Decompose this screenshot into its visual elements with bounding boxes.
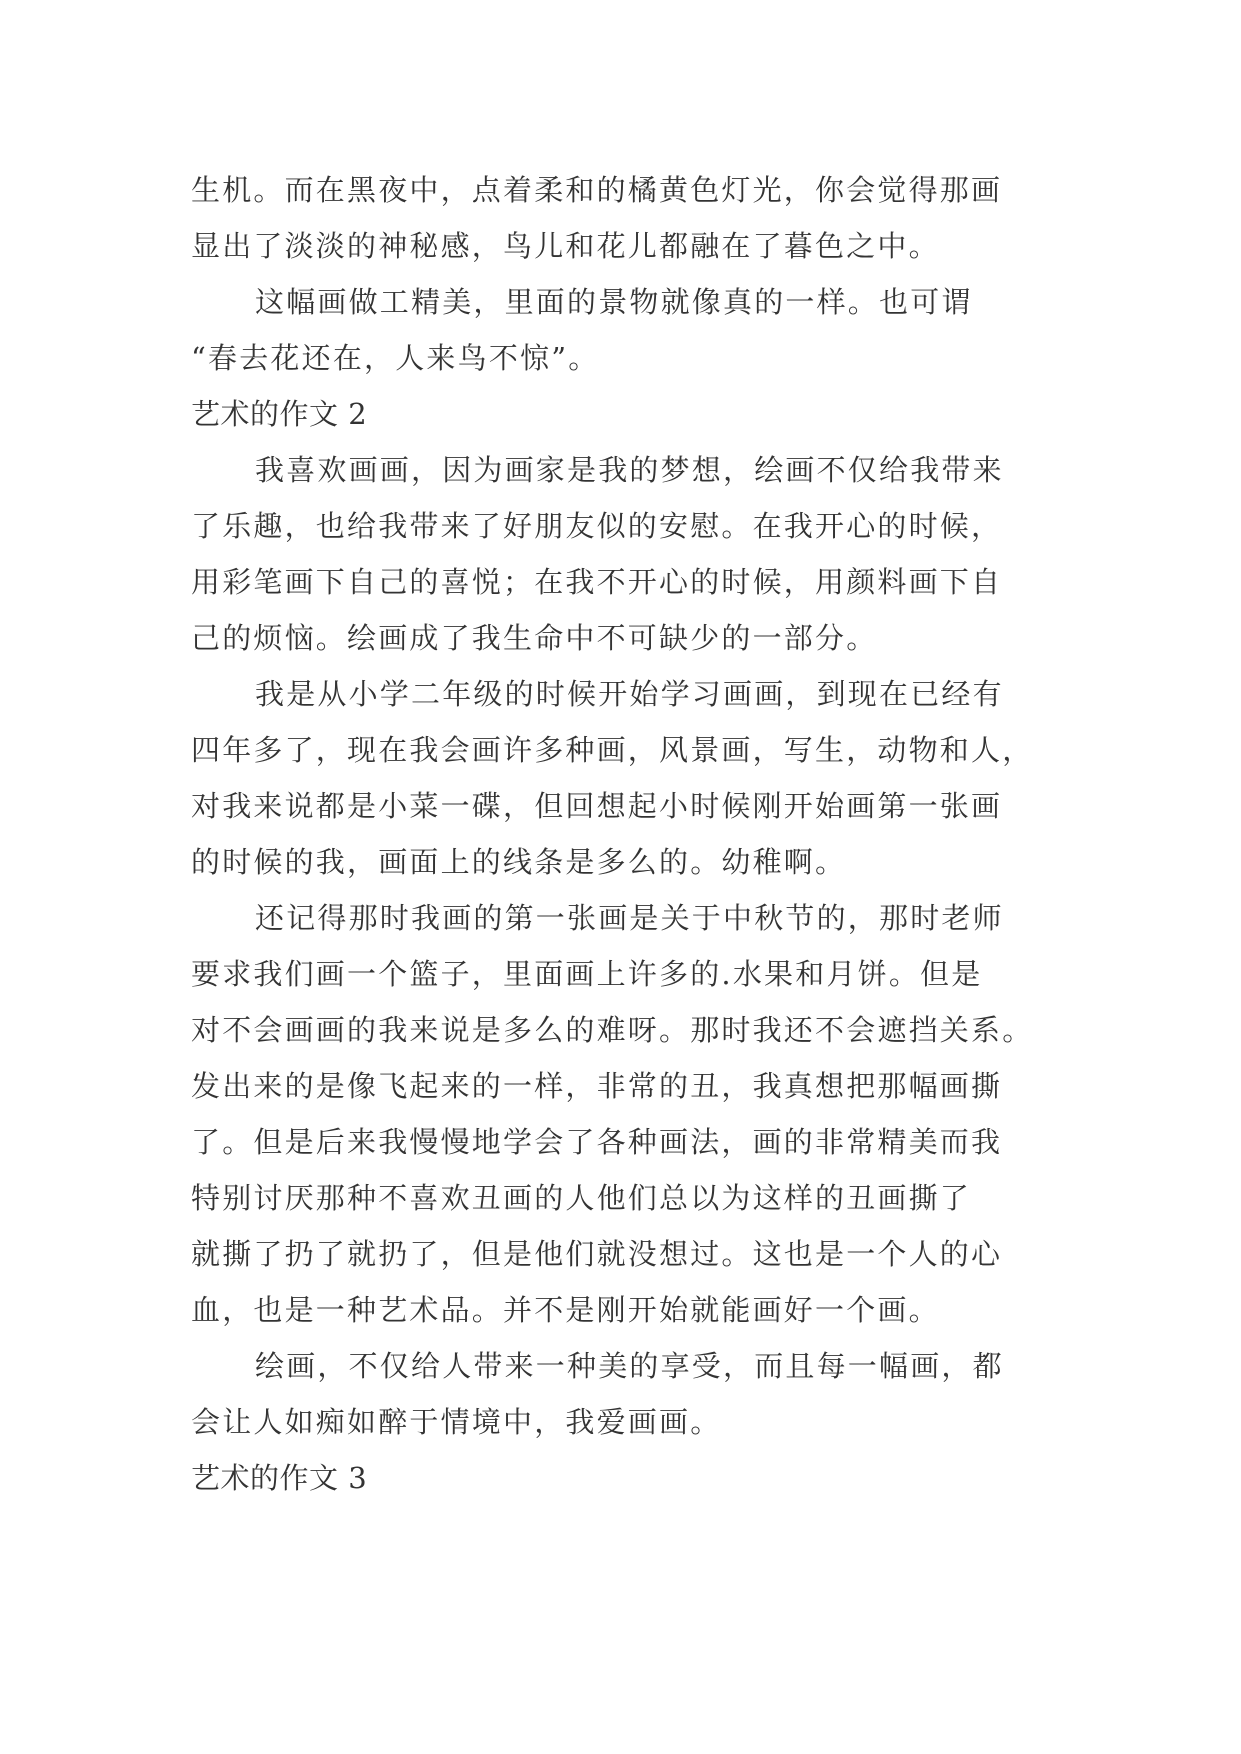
text-line: 绘画，不仅给人带来一种美的享受，而且每一幅画，都	[255, 1349, 1004, 1383]
text-line: 用彩笔画下自己的喜悦；在我不开心的时候，用颜料画下自	[191, 565, 1003, 599]
text-line: 四年多了，现在我会画许多种画，风景画，写生，动物和人，	[191, 733, 1034, 767]
text-line: 显出了淡淡的神秘感，鸟儿和花儿都融在了暮色之中。	[191, 229, 940, 263]
text-line: 对我来说都是小菜一碟，但回想起小时候刚开始画第一张画	[191, 789, 1003, 823]
text-line: 发出来的是像飞起来的一样，非常的丑，我真想把那幅画撕	[191, 1069, 1003, 1103]
text-line: 就撕了扔了就扔了，但是他们就没想过。这也是一个人的心	[191, 1237, 1003, 1271]
essay-heading: 艺术的作文 2	[191, 397, 368, 431]
text-line: 了。但是后来我慢慢地学会了各种画法，画的非常精美而我	[191, 1125, 1003, 1159]
text-line: 的时候的我，画面上的线条是多么的。幼稚啊。	[191, 845, 847, 879]
text-line: 会让人如痴如醉于情境中，我爱画画。	[191, 1405, 722, 1439]
text-line: 我是从小学二年级的时候开始学习画画，到现在已经有	[255, 677, 1004, 711]
document-body	[191, 162, 1049, 1506]
text-line: “春去花还在，人来鸟不惊”。	[191, 341, 600, 375]
text-line: 血，也是一种艺术品。并不是刚开始就能画好一个画。	[191, 1293, 940, 1327]
text-line: 了乐趣，也给我带来了好朋友似的安慰。在我开心的时候，	[191, 509, 1003, 543]
paragraph	[191, 666, 1049, 890]
text-line: 这幅画做工精美，里面的景物就像真的一样。也可谓	[255, 285, 973, 319]
paragraph	[191, 1338, 1049, 1450]
paragraph-closing	[191, 274, 1049, 386]
essay-heading: 艺术的作文 3	[191, 1461, 368, 1495]
text-line: 生机。而在黑夜中，点着柔和的橘黄色灯光，你会觉得那画	[191, 173, 1003, 207]
paragraph	[191, 442, 1049, 666]
paragraph-continuation	[191, 162, 1049, 274]
text-line: 对不会画画的我来说是多么的难呀。那时我还不会遮挡关系。	[191, 1013, 1034, 1047]
text-line: 我喜欢画画，因为画家是我的梦想，绘画不仅给我带来	[255, 453, 1004, 487]
text-line: 还记得那时我画的第一张画是关于中秋节的，那时老师	[255, 901, 1004, 935]
text-line: 特别讨厌那种不喜欢丑画的人他们总以为这样的丑画撕了	[191, 1181, 972, 1215]
text-line: 己的烦恼。绘画成了我生命中不可缺少的一部分。	[191, 621, 878, 655]
paragraph	[191, 890, 1049, 1338]
text-line: 要求我们画一个篮子，里面画上许多的.水果和月饼。但是	[191, 957, 983, 991]
